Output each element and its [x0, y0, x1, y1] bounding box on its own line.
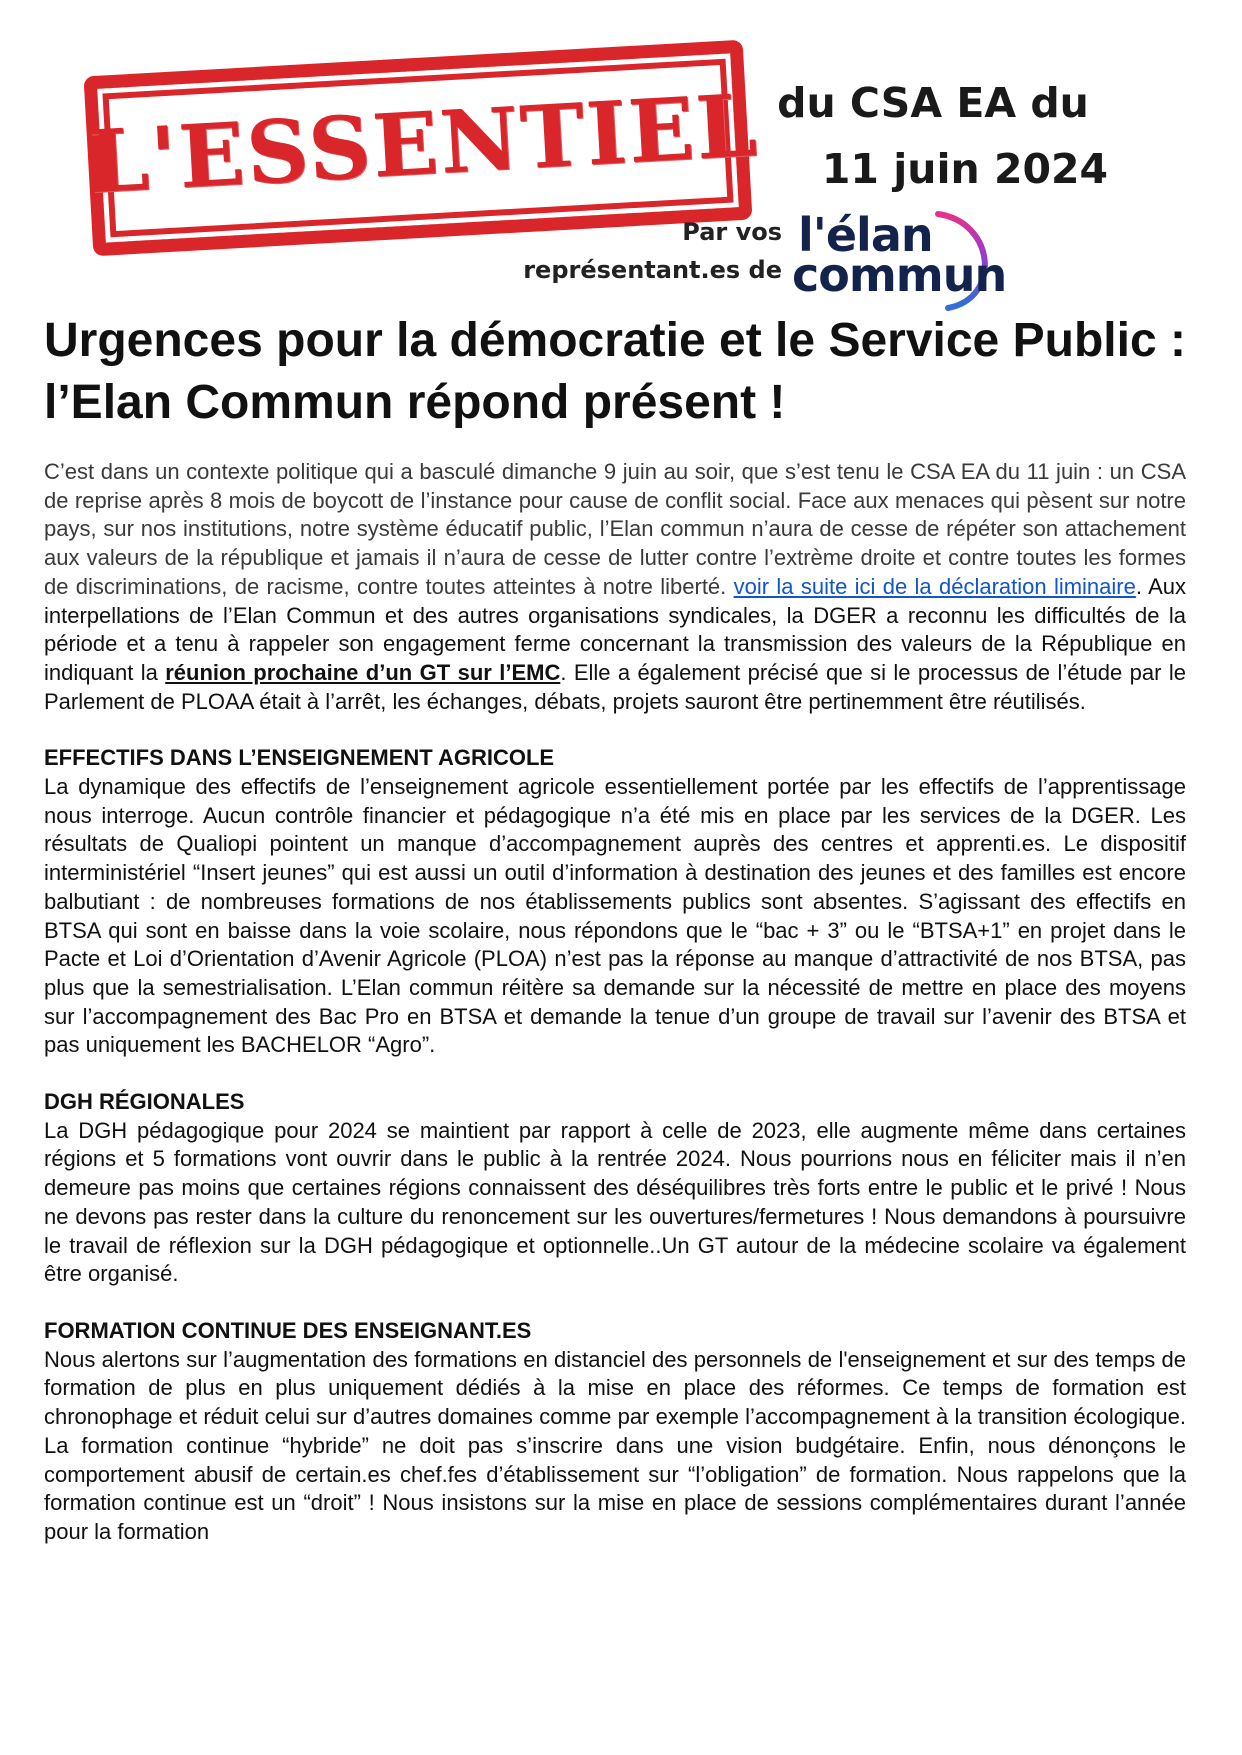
intro-text-3: . Elle a également précisé que si le processus de l’étude par le Parlement de PLOAA était à l’arrêt, les échanges, débats, projets sauront être pertinemment être réutilisés.: [44, 659, 1186, 714]
section-body-dgh: La DGH pédagogique pour 2024 se maintient par rapport à celle de 2023, elle augmente même dans certaines régions et 5 formations vont ouvrir dans le public à la rentrée 2024. Nous pourrions nous en féliciter mais il n’en demeure pas moins que certaines régions connaissent des déséquilibres très forts entre le public et le privé ! Nous ne devons pas rester dans la culture du renoncement sur les ouvertures/fermetures ! Nous demandons à poursuivre le travail de réflexion sur la DGH pédagogique et optionnelle..Un GT autour de la médecine scolaire va également être organisé.: [44, 1117, 1186, 1287]
declaration-link[interactable]: voir la suite ici de la déclaration liminaire: [733, 573, 1136, 599]
logo-line1: l'élan: [798, 208, 933, 262]
section-heading-formation: FORMATION CONTINUE DES ENSEIGNANT.ES: [44, 1317, 532, 1343]
intro-paragraph: [44, 458, 1186, 716]
headline-line1: du CSA EA du: [777, 79, 1089, 127]
byline-line1: Par vos: [682, 218, 782, 246]
section-heading-effectifs: EFFECTIFS DANS L’ENSEIGNEMENT AGRICOLE: [44, 745, 555, 771]
section-heading-dgh: DGH RÉGIONALES: [44, 1089, 245, 1115]
intro-text-1: C’est dans un contexte politique qui a basculé dimanche 9 juin au soir, que s’est tenu le CSA EA du 11 juin : un CSA de reprise après 8 mois de boycott de l’instance pour cause de conflit social. Face aux menaces qui pèsent sur notre pays, sur nos institutions, notre système éducatif public, l’Elan commun n’aura de cesse de répéter son attachement aux valeurs de la république et jamais il n’aura de cesse de lutter contre l’extrème droite et contre toutes les formes de discriminations, de racisme, contre toutes atteintes à notre liberté.: [44, 459, 1186, 599]
intro-emphasis: réunion prochaine d’un GT sur l’EMC: [165, 659, 561, 685]
elan-commun-logo: [790, 208, 1010, 318]
logo-line2: commun: [792, 248, 1007, 302]
byline-line2: représentant.es de: [523, 256, 782, 284]
essentiel-stamp: [83, 40, 762, 257]
page-title: Urgences pour la démocratie et le Service Public : l’Elan Commun répond présent !: [44, 314, 1186, 429]
intro-text-2: . Aux interpellations de l’Elan Commun et des autres organisations syndicales, la DGER a reconnu les difficultés de la période et a tenu à rappeler son engagement ferme concernant la transmission des valeurs de la République en indiquant la: [44, 573, 1186, 685]
section-body-formation: Nous alertons sur l’augmentation des formations en distanciel des personnels de l'enseignement et sur des temps de formation de plus en plus uniquement dédiés à la mise en place des réformes. Ce temps de formation est chronophage et réduit celui sur d’autres domaines comme par exemple l’accompagnement à la transition écologique. La formation continue “hybride” ne doit pas s’inscrire dans une vision budgétaire. Enfin, nous dénonçons le comportement abusif de certain.es chef.fes d’établissement sur “l’obligation” de formation. Nous rappelons que la formation continue est un “droit” ! Nous insistons sur la mise en place de sessions complémentaires durant l’année pour la formation: [44, 1346, 1186, 1544]
stamp-text: L'ESSENTIEL: [85, 75, 762, 214]
headline-line2: 11 juin 2024: [821, 145, 1109, 193]
section-body-effectifs: La dynamique des effectifs de l’enseignement agricole essentiellement portée par les effectifs de l’apprentissage nous interroge. Aucun contrôle financier et pédagogique n’a été mis en place par les services de la DGER. Les résultats de Qualiopi pointent un manque d’accompagnement auprès des centres et apprenti.es. Le dispositif interministériel “Insert jeunes” qui est aussi un outil d’information à destination des jeunes et des familles est encore balbutiant : de nombreuses formations de nos établissements publics sont absentes. S’agissant des effectifs en BTSA qui sont en baisse dans la voie scolaire, nous répondons que le “bac + 3” ou le “BTSA+1” en projet dans le Pacte et Loi d’Orientation d’Avenir Agricole (PLOA) n’est pas la réponse au manque d’attractivité de nos BTSA, pas plus que la semestrialisation. L’Elan commun réitère sa demande sur la nécessité de mettre en place des moyens sur l’accompagnement des Bac Pro en BTSA et demande la tenue d’un groupe de travail sur l’avenir des BTSA et pas uniquement les BACHELOR “Agro”.: [44, 774, 1186, 1058]
article-body: [44, 458, 1186, 1547]
